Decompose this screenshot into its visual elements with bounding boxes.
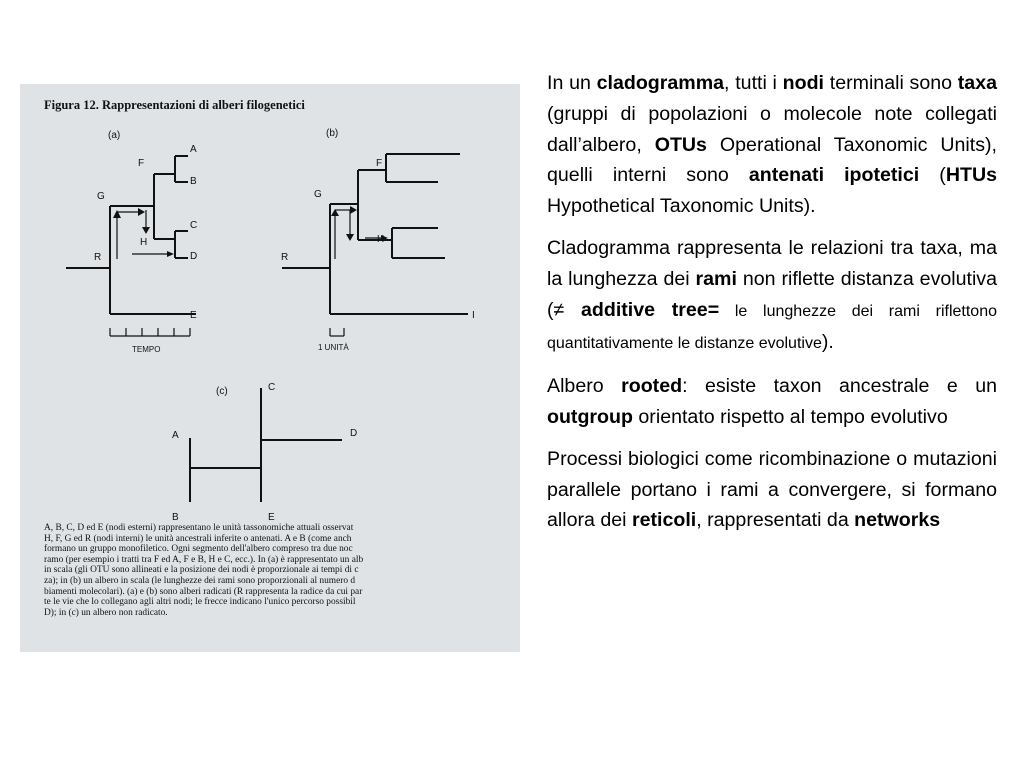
- node-b-label: B: [190, 176, 197, 187]
- paragraph-branch-length: [547, 233, 997, 360]
- paragraph-networks: [547, 444, 997, 536]
- text-run: Operational Taxonomic Units), quelli interni sono: [547, 133, 997, 187]
- node-a-label: A: [190, 144, 197, 155]
- node-r-label: R: [94, 252, 102, 263]
- bold-term: networks: [854, 509, 941, 532]
- caption-line: D); in (c) un albero non radicato.: [44, 607, 168, 618]
- text-run: ).: [821, 331, 834, 354]
- node-c-label: C: [190, 220, 198, 231]
- text-run: non riflette distanza evolutiva (≠: [547, 267, 998, 321]
- text-run: Hypothetical Taxonomic Units).: [547, 195, 816, 218]
- node-a-label: A: [172, 430, 179, 441]
- text-run: (: [919, 164, 946, 187]
- text-run: terminali sono: [824, 72, 958, 94]
- panel-c-label: (c): [216, 386, 228, 397]
- text-run: , tutti i: [724, 72, 783, 94]
- node-c-label: C: [268, 382, 276, 393]
- caption-line: biamenti molecolari). (a) e (b) sono alberi radicati (R rappresenta la radice da cui par: [44, 586, 363, 597]
- node-g-label: G: [97, 191, 105, 202]
- caption-line: ramo (per esempio i tratti tra F ed A, F e B, H e C, ecc.). In (a) è rappresentato un alb: [44, 554, 364, 565]
- text-run: Processi biologici come ricombinazione o mutazioni parallele portano i rami a convergere, si formano allora dei: [547, 447, 997, 532]
- node-f-label: F: [138, 158, 145, 169]
- text-run: Albero: [547, 375, 622, 398]
- node-h-label: H: [140, 237, 148, 248]
- bold-term: outgroup: [547, 405, 633, 428]
- bold-term: rami: [695, 267, 737, 290]
- caption-line: H, F, G ed R (nodi interni) le unità ancestrali inferite o antenati. A e B (come anch: [44, 533, 352, 544]
- node-b-label: B: [172, 512, 179, 523]
- node-e-label: E: [190, 310, 197, 321]
- panel-a-label: (a): [108, 130, 121, 141]
- bold-term: nodi: [782, 72, 825, 94]
- text-run: orientato rispetto al tempo evolutivo: [632, 405, 948, 428]
- figure-title: Figura 12. Rappresentazioni di alberi filogenetici: [44, 98, 305, 112]
- phylogenetic-trees-figure: [20, 84, 520, 652]
- node-f-label: F: [376, 158, 383, 169]
- bold-term: rooted: [621, 375, 683, 398]
- time-scale-label: TEMPO: [132, 345, 161, 354]
- figure-caption: [44, 523, 520, 618]
- caption-line: in scala (gli OTU sono allineati e la posizione dei nodi è proporzionale ai tempi di c: [44, 565, 359, 576]
- bold-term: additive tree=: [581, 298, 720, 321]
- node-d-label: D: [350, 428, 358, 439]
- bold-term: reticoli: [631, 509, 697, 532]
- bold-term: cladogramma: [596, 72, 725, 94]
- text-run: (gruppi di popolazioni o molecole note collegati dall’albero,: [547, 102, 997, 156]
- caption-line: za); in (b) un albero in scala (le lunghezze dei rami sono proporzionali al numero d: [44, 575, 356, 586]
- node-end-label: I: [472, 310, 475, 321]
- text-run: In un: [547, 72, 597, 94]
- bold-term: OTUs: [654, 133, 707, 156]
- node-d-label: D: [190, 251, 198, 262]
- text-run: , rappresentati da: [696, 509, 855, 532]
- node-e-label: E: [268, 512, 275, 523]
- node-h-label: H: [377, 234, 385, 245]
- panel-b-label: (b): [326, 128, 339, 139]
- node-g-label: G: [314, 189, 322, 200]
- paragraph-cladogram: [547, 68, 997, 222]
- paragraph-rooted: [547, 371, 997, 433]
- text-run: : esiste taxon ancestrale e un: [682, 375, 997, 398]
- bold-term: antenati ipotetici: [748, 164, 920, 187]
- caption-line: formano un gruppo monofiletico. Ogni segmento dell'albero compreso tra due noc: [44, 544, 353, 555]
- caption-line: A, B, C, D ed E (nodi esterni) rappresentano le unità tassonomiche attuali osservat: [44, 523, 354, 533]
- caption-line: te le vie che lo collegano agli altri nodi; le frecce indicano l'unico percorso possibil: [44, 597, 356, 608]
- bold-term: taxa: [957, 72, 997, 94]
- text-run-small: le lunghezze dei rami riflettono quantitativamente le distanze evolutive: [547, 302, 997, 353]
- unit-scale-label: 1 UNITÀ: [318, 343, 349, 352]
- text-run: Cladogramma rappresenta le relazioni tra taxa, ma la lunghezza dei: [547, 236, 997, 290]
- slide-text: [547, 68, 997, 547]
- bold-term: HTUs: [945, 164, 998, 187]
- node-r-label: R: [281, 252, 289, 263]
